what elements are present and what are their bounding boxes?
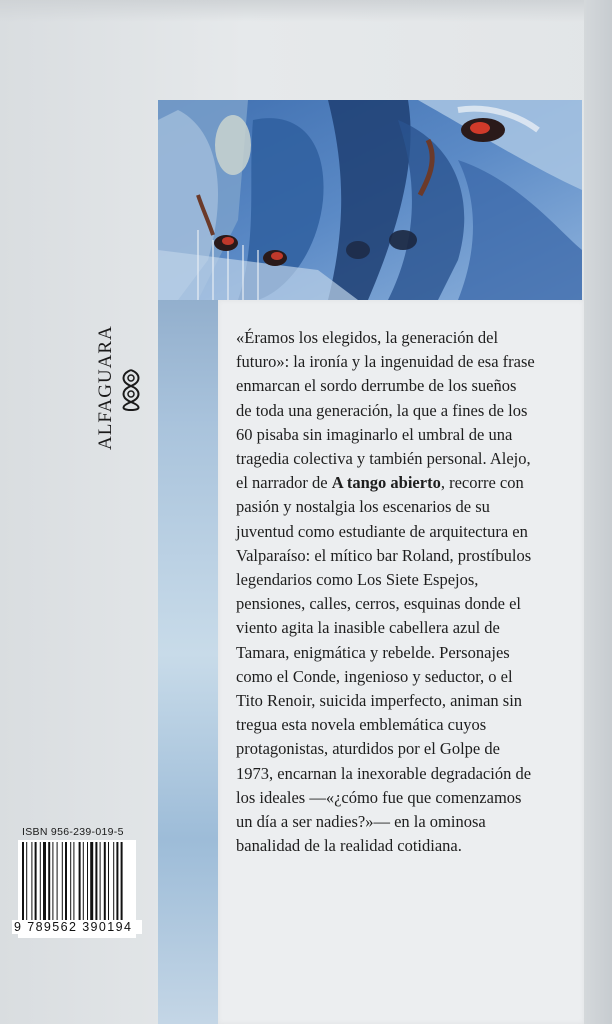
cover-right-edge (584, 0, 612, 1024)
blurb-text-intro: «Éramos los elegidos, la generación del futuro»: la ironía y la ingenuidad de esa frase enmarcan el sordo derrumbe de los sueños de toda una generación, la que a fines de los 60 pisaba sin imaginarlo el umbral de una tragedia colectiva y también personal. Alejo, el narrador de (236, 328, 535, 493)
blurb-text-body: , recorre con pasión y nostalgia los escenarios de su juventud como estudiante de arquitectura en Valparaíso: el mítico bar Roland, prostíbulos legendarios como Los Siete Espejos, pensiones, calles, cerros, esquinas donde el viento agita la inasible cabellera azul de Tamara, enigmática y rebelde. Personajes como el Conde, ingenioso y seductor, o el Tito Renoir, suicida imperfecto, animan sin tregua esta novela emblemática cuyos protagonistas, aturdidos por el Golpe de 1973, encarnan la inexorable degradación de los ideales —«¿cómo fue que comenzamos un día a ser nadies?»— en la ominosa banalidad de la realidad cotidiana. (236, 473, 532, 856)
publisher-name: ALFAGUARA (95, 325, 116, 450)
publisher-logo-icon (118, 368, 144, 412)
painting-illustration (158, 100, 582, 300)
book-blurb (236, 326, 536, 858)
cover-painting (158, 100, 582, 300)
book-title: A tango abierto (331, 473, 441, 493)
barcode-digits: 9 789562 390194 (12, 920, 142, 934)
isbn-label: ISBN 956-239-019-5 (22, 826, 124, 838)
cover-top-edge (0, 0, 612, 22)
